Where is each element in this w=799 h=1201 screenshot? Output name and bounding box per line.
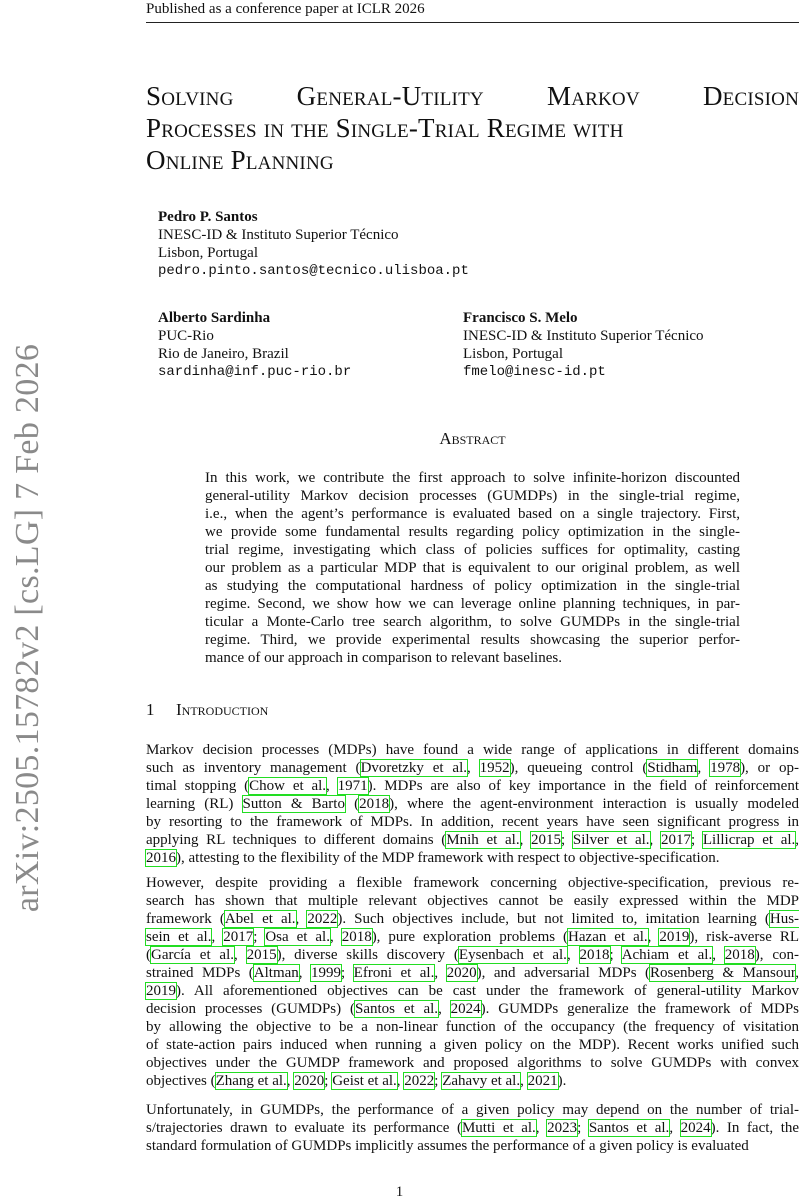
text-run: , bbox=[298, 965, 312, 981]
abstract-line: we provide some fundamental results regarding policy optimization in the single- bbox=[205, 524, 740, 540]
citation-link[interactable]: Efroni et al. bbox=[353, 965, 435, 981]
citation-link[interactable]: Zhang et al. bbox=[215, 1073, 287, 1089]
text-line bbox=[146, 910, 799, 928]
citation-link[interactable]: 2020 bbox=[446, 965, 477, 981]
text-run: learning (RL) bbox=[146, 796, 243, 812]
text-run: objectives ( bbox=[146, 1073, 216, 1089]
text-line bbox=[146, 946, 799, 964]
section-title: Introduction bbox=[176, 700, 269, 719]
text-run: ), queueing control ( bbox=[509, 760, 648, 776]
text-run: , bbox=[286, 1073, 295, 1089]
citation-link[interactable]: Hazan et al. bbox=[568, 929, 648, 945]
author-affiliation: INESC-ID & Instituto Superior Técnico bbox=[158, 227, 399, 243]
citation-link[interactable]: Mnih et al. bbox=[446, 832, 520, 848]
author-affiliation: INESC-ID & Instituto Superior Técnico bbox=[463, 328, 704, 344]
citation-link[interactable]: Altman bbox=[253, 965, 299, 981]
abstract-line: ticular a Monte-Carlo tree search algorithm, to solve GUMDPs in the single-trial bbox=[205, 614, 740, 630]
section-number: 1 bbox=[146, 700, 155, 719]
citation-link[interactable]: Lillicrap et al. bbox=[702, 832, 796, 848]
text-run: Unfortunately, in GUMDPs, the performance of a given policy may depend on the number of trial- bbox=[146, 1102, 799, 1118]
text-run: standard formulation of GUMDPs implicitly assumes the performance of a given policy is evaluated bbox=[146, 1138, 749, 1154]
text-run: ). bbox=[557, 1073, 567, 1089]
text-run: ). Such objectives include, but not limited to, imitation learning ( bbox=[337, 911, 770, 927]
citation-link[interactable]: 2015 bbox=[531, 832, 562, 848]
citation-link[interactable]: Zahavy et al. bbox=[442, 1073, 521, 1089]
text-run: , bbox=[697, 760, 711, 776]
text-run: , bbox=[649, 832, 661, 848]
text-line bbox=[146, 1000, 799, 1018]
text-run: ), diverse skills discovery ( bbox=[276, 947, 459, 963]
text-run: , bbox=[326, 778, 338, 794]
citation-link[interactable]: 2019 bbox=[146, 983, 176, 999]
citation-link[interactable]: Abel et al. bbox=[224, 911, 296, 927]
title-line: Solving General-Utility Markov Decision bbox=[146, 81, 799, 111]
abstract-line: our problem as a particular MDP that is equivalent to our original problem, as well bbox=[205, 560, 740, 576]
text-run: ), con- bbox=[754, 947, 799, 963]
text-run: , bbox=[647, 929, 660, 945]
author-affiliation: PUC-Rio bbox=[158, 328, 214, 344]
section-heading-introduction bbox=[146, 700, 268, 720]
text-line bbox=[146, 813, 799, 831]
text-run: ; bbox=[690, 832, 703, 848]
text-line bbox=[146, 928, 799, 946]
text-run: ( bbox=[344, 796, 360, 812]
page-number: 1 bbox=[395, 1184, 404, 1200]
text-run: , bbox=[519, 832, 532, 848]
author-email[interactable]: pedro.pinto.santos@tecnico.ulisboa.pt bbox=[158, 263, 469, 279]
text-line bbox=[146, 1036, 799, 1054]
text-run: search has shown that multiple relevant objectives cannot be easily expressed within the MDP bbox=[146, 893, 799, 909]
abstract-line: mance of our approach in comparison to relevant baselines. bbox=[205, 650, 562, 666]
text-run: ). GUMDPs generalize the framework of MDPs bbox=[480, 1001, 799, 1017]
citation-link[interactable]: 1971 bbox=[337, 778, 368, 794]
abstract-line: as studying the computational hardness of policy optimization in the single-trial bbox=[205, 578, 740, 594]
author-name: Alberto Sardinha bbox=[158, 310, 271, 326]
citation-link[interactable]: 2018 bbox=[359, 796, 390, 812]
text-run: by allowing the objective to be a non-linear function of the occupancy (the frequency of visitation bbox=[146, 1019, 799, 1035]
citation-link[interactable]: 2022 bbox=[307, 911, 338, 927]
text-line bbox=[146, 964, 799, 982]
intro-paragraph bbox=[146, 874, 799, 1090]
citation-link[interactable]: Chow et al. bbox=[249, 778, 327, 794]
text-run: , bbox=[712, 947, 725, 963]
author-block bbox=[158, 309, 351, 381]
text-run: ; bbox=[341, 965, 354, 981]
text-run: , bbox=[566, 947, 580, 963]
abstract-line: trial regime, investigating which class of policies suffices for optimality, casting bbox=[205, 542, 740, 558]
citation-link[interactable]: 2022 bbox=[404, 1073, 435, 1089]
text-run: ; bbox=[609, 947, 622, 963]
text-run: decision processes (GUMDPs) ( bbox=[146, 1001, 355, 1017]
running-header-text: Published as a conference paper at ICLR 2026 bbox=[146, 1, 425, 17]
text-line bbox=[146, 777, 799, 795]
author-email[interactable]: fmelo@inesc-id.pt bbox=[463, 364, 606, 380]
text-line bbox=[146, 1137, 799, 1155]
title-line: Online Planning bbox=[146, 145, 334, 175]
text-run: ). All aforementioned objectives can be cast under the framework of general-utility Markov bbox=[176, 983, 799, 999]
text-run: , bbox=[795, 965, 799, 981]
abstract-heading: Abstract bbox=[439, 429, 506, 448]
citation-link[interactable]: Santos et al. bbox=[354, 1001, 439, 1017]
citation-link[interactable]: Stidham bbox=[647, 760, 698, 776]
text-line bbox=[146, 1054, 799, 1072]
citation-link[interactable]: 2015 bbox=[246, 947, 277, 963]
text-run: ), pure exploration problems ( bbox=[371, 929, 569, 945]
citation-link[interactable]: 2017 bbox=[660, 832, 691, 848]
text-run: , bbox=[396, 1073, 405, 1089]
text-run: However, despite providing a flexible framework concerning objective-specification, previous re- bbox=[146, 875, 799, 891]
citation-link[interactable]: 2023 bbox=[547, 1120, 578, 1136]
text-line bbox=[146, 1119, 799, 1137]
text-run: , bbox=[329, 929, 342, 945]
text-run: Markov decision processes (MDPs) have found a wide range of applications in different domains bbox=[146, 742, 799, 758]
text-run: , bbox=[669, 1120, 681, 1136]
author-name: Pedro P. Santos bbox=[158, 209, 258, 225]
citation-link[interactable]: García et al. bbox=[151, 947, 235, 963]
text-line bbox=[146, 1101, 799, 1119]
arxiv-identifier-sidebar: arXiv:2505.15782v2 [cs.LG] 7 Feb 2026 bbox=[9, 343, 46, 913]
abstract-line: regime. Third, we provide experimental results showcasing the superior perfor- bbox=[205, 632, 740, 648]
text-line bbox=[146, 1018, 799, 1036]
citation-link[interactable]: Rosenberg & Mansour bbox=[650, 965, 796, 981]
text-run: by resorting to the framework of MDPs. In addition, recent years have seen significant progress in bbox=[146, 814, 799, 830]
author-name: Francisco S. Melo bbox=[463, 310, 578, 326]
citation-link[interactable]: Eysenbach et al. bbox=[458, 947, 567, 963]
text-run: , bbox=[535, 1120, 548, 1136]
text-run: , bbox=[234, 947, 247, 963]
abstract-line: general-utility Markov decision processes (GUMDPs) in the single-trial regime, bbox=[205, 488, 740, 504]
text-run: ), where the agent-environment interaction is usually modeled bbox=[389, 796, 799, 812]
citation-link[interactable]: Sutton & Barto bbox=[242, 796, 345, 812]
text-run: s/trajectories drawn to evaluate its performance ( bbox=[146, 1120, 462, 1136]
author-block bbox=[463, 309, 704, 381]
text-line bbox=[146, 741, 799, 759]
text-run: ), or op- bbox=[740, 760, 799, 776]
citation-link[interactable]: 2024 bbox=[450, 1001, 481, 1017]
text-run: ; bbox=[253, 929, 266, 945]
text-run: objectives under the GUMDP framework and proposed algorithms to solve GUMDPs with convex bbox=[146, 1055, 799, 1071]
text-run: , bbox=[520, 1073, 528, 1089]
text-run: ), attesting to the flexibility of the MDP framework with respect to objective-specification. bbox=[176, 850, 720, 866]
text-line bbox=[146, 1072, 799, 1090]
text-line bbox=[146, 759, 799, 777]
author-block bbox=[158, 208, 469, 280]
intro-paragraph bbox=[146, 741, 799, 867]
text-run: ). In fact, the bbox=[710, 1120, 799, 1136]
abstract-line: i.e., when the agent’s performance is evaluated based on a single trajectory. First, bbox=[205, 506, 740, 522]
text-run: ), and adversarial MDPs ( bbox=[476, 965, 651, 981]
citation-link[interactable]: 2018 bbox=[579, 947, 610, 963]
text-run: ( bbox=[146, 947, 151, 963]
paper-title bbox=[146, 80, 799, 176]
text-run: timal stopping ( bbox=[146, 778, 250, 794]
text-run: ; bbox=[324, 1073, 333, 1089]
text-line bbox=[146, 795, 799, 813]
citation-link[interactable]: 2017 bbox=[223, 929, 254, 945]
citation-link[interactable]: sein et al. bbox=[146, 929, 212, 945]
text-run: , bbox=[795, 832, 799, 848]
title-line: Processes in the Single-Trial Regime with bbox=[146, 113, 624, 143]
abstract-body bbox=[205, 469, 740, 667]
abstract-line: regime. Second, we show how we can leverage online planning techniques, in par- bbox=[205, 596, 740, 612]
text-run: strained MDPs ( bbox=[146, 965, 254, 981]
author-location: Lisbon, Portugal bbox=[158, 245, 258, 261]
citation-link[interactable]: 2024 bbox=[680, 1120, 711, 1136]
text-run: ; bbox=[577, 1120, 589, 1136]
citation-link[interactable]: 1952 bbox=[479, 760, 510, 776]
text-run: applying RL techniques to different domains ( bbox=[146, 832, 447, 848]
abstract-line: In this work, we contribute the first approach to solve infinite-horizon discounted bbox=[205, 470, 740, 486]
citation-link[interactable]: 2020 bbox=[294, 1073, 325, 1089]
text-run: , bbox=[434, 965, 447, 981]
citation-link[interactable]: 2019 bbox=[659, 929, 690, 945]
text-run: framework ( bbox=[146, 911, 225, 927]
text-line bbox=[146, 831, 799, 849]
author-location: Rio de Janeiro, Brazil bbox=[158, 346, 289, 362]
citation-link[interactable]: Santos et al. bbox=[588, 1120, 670, 1136]
citation-link[interactable]: Silver et al. bbox=[572, 832, 650, 848]
text-run: , bbox=[211, 929, 224, 945]
citation-link[interactable]: 2021 bbox=[527, 1073, 558, 1089]
intro-paragraph bbox=[146, 1101, 799, 1155]
text-run: , bbox=[467, 760, 480, 776]
text-line bbox=[146, 982, 799, 1000]
text-line bbox=[146, 874, 799, 892]
text-run: of state-action pairs induced when running a given policy on the MDP). Recent works unified such bbox=[146, 1037, 799, 1053]
author-location: Lisbon, Portugal bbox=[463, 346, 563, 362]
citation-link[interactable]: Hus- bbox=[769, 911, 799, 927]
citation-link[interactable]: Achiam et al. bbox=[621, 947, 713, 963]
text-run: ; bbox=[434, 1073, 443, 1089]
text-run: , bbox=[438, 1001, 451, 1017]
citation-link[interactable]: Dvoretzky et al. bbox=[360, 760, 467, 776]
text-run: ; bbox=[561, 832, 573, 848]
citation-link[interactable]: 2018 bbox=[724, 947, 755, 963]
text-line bbox=[146, 892, 799, 910]
text-line bbox=[146, 849, 799, 867]
citation-link[interactable]: Mutti et al. bbox=[461, 1120, 536, 1136]
citation-link[interactable]: Geist et al. bbox=[332, 1073, 397, 1089]
text-run: , bbox=[295, 911, 308, 927]
citation-link[interactable]: 1978 bbox=[710, 760, 741, 776]
author-email[interactable]: sardinha@inf.puc-rio.br bbox=[158, 364, 352, 380]
text-run: ), risk-averse RL bbox=[689, 929, 799, 945]
citation-link[interactable]: 2016 bbox=[146, 850, 176, 866]
text-run: such as inventory management ( bbox=[146, 760, 361, 776]
citation-link[interactable]: 2018 bbox=[341, 929, 372, 945]
running-header bbox=[146, 0, 799, 23]
text-run: ). MDPs are also of key importance in the field of reinforcement bbox=[367, 778, 799, 794]
citation-link[interactable]: Osa et al. bbox=[265, 929, 330, 945]
citation-link[interactable]: 1999 bbox=[311, 965, 342, 981]
